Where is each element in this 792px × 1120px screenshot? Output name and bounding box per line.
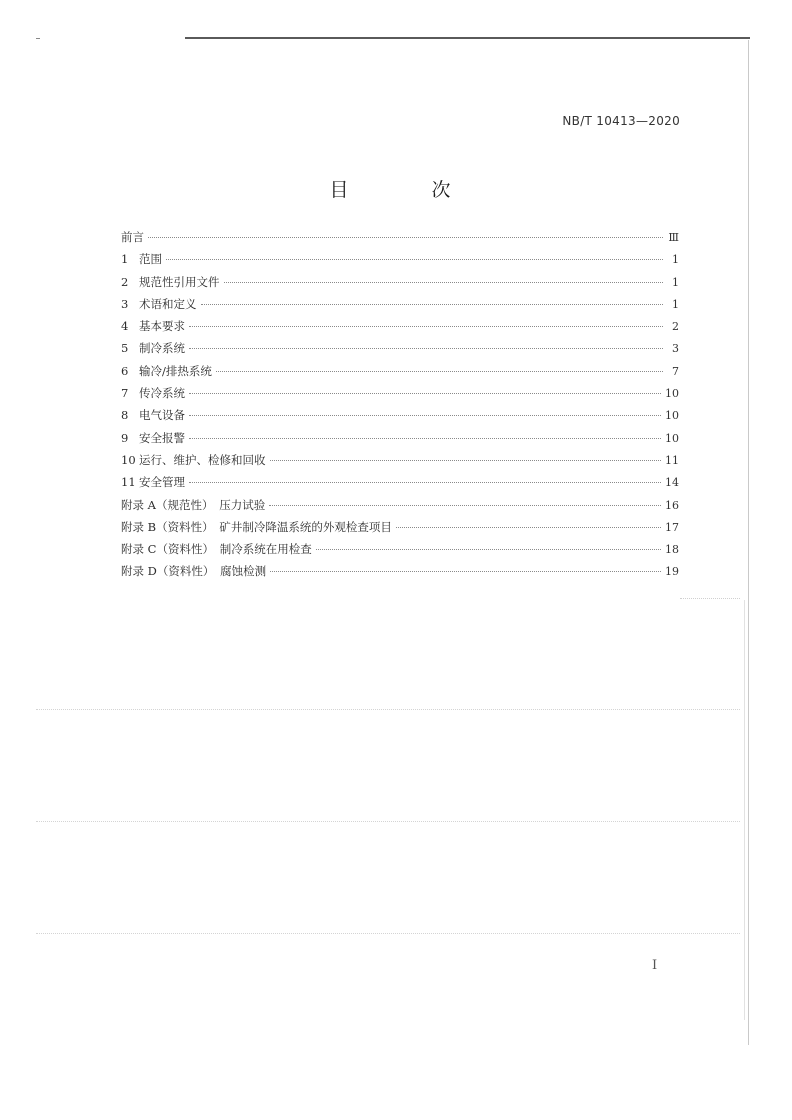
toc-entry-label (121, 407, 185, 423)
toc-leader-dots (201, 304, 664, 305)
toc-entry[interactable] (121, 497, 679, 519)
toc-leader-dots (216, 371, 663, 372)
toc-leader-dots (189, 415, 661, 416)
toc-entry-label (121, 340, 185, 356)
toc-entry-page: 17 (665, 520, 679, 534)
toc-entry-label (121, 474, 185, 490)
toc-entry[interactable] (121, 541, 679, 563)
toc-entry-page: 7 (672, 364, 679, 378)
page-title: 目 次 (329, 179, 483, 201)
toc-entry-page: 18 (665, 543, 679, 557)
toc-entry-number: 10 (121, 452, 136, 467)
toc-entry[interactable] (121, 318, 679, 340)
toc-leader-dots (189, 438, 661, 439)
toc-entry-label (121, 430, 185, 446)
toc-leader-dots (270, 571, 661, 572)
toc-entry-title: 制冷系统 (139, 341, 185, 356)
toc-leader-dots (316, 549, 661, 550)
toc-entry-title: 传冷系统 (139, 386, 185, 401)
toc-entry[interactable] (121, 296, 679, 318)
toc-entry-number: 9 (121, 430, 129, 445)
toc-leader-dots (189, 326, 663, 327)
toc-entry-page: 16 (665, 498, 679, 512)
toc-entry-title: 安全管理 (139, 475, 185, 490)
toc-leader-dots (224, 282, 664, 283)
toc-leader-dots (189, 482, 661, 483)
toc-entry[interactable] (121, 519, 679, 541)
toc-entry-page: 1 (672, 297, 679, 311)
toc-entry-title: 附录 D（资料性） 腐蚀检测 (121, 564, 267, 579)
toc-entry-label (121, 519, 392, 535)
toc-entry-page: 14 (665, 476, 679, 490)
page-top-rule (185, 37, 750, 39)
toc-entry-title: 术语和定义 (139, 296, 197, 311)
toc-entry-page: 11 (665, 453, 679, 467)
scan-artifact-line (36, 709, 740, 710)
toc-entry-page: 2 (672, 320, 679, 334)
toc-entry-number: 7 (121, 386, 129, 401)
toc-entry[interactable] (121, 430, 679, 452)
toc-entry-page: 10 (665, 431, 679, 445)
standard-code: NB/T 10413—2020 (562, 114, 680, 128)
toc-entry-title: 电气设备 (139, 408, 185, 423)
toc-entry-title: 前言 (121, 230, 144, 244)
toc-entry-title: 基本要求 (139, 319, 185, 334)
toc-leader-dots (269, 505, 661, 506)
toc-entry-title: 附录 A（规范性） 压力试验 (121, 497, 266, 512)
toc-leader-dots (189, 348, 663, 349)
toc-entry-label (121, 274, 220, 290)
toc-entry-label (121, 563, 266, 579)
toc-entry-page: 10 (665, 387, 679, 401)
toc-entry-title: 附录 B（资料性） 矿井制冷降温系统的外观检查项目 (121, 519, 392, 534)
toc-entry-label (121, 229, 144, 245)
toc-entry-label (121, 497, 265, 513)
scan-artifact-line (36, 933, 740, 934)
toc-entry-number: 4 (121, 319, 129, 334)
toc-leader-dots (166, 259, 663, 260)
toc-entry-title: 运行、维护、检修和回收 (139, 452, 266, 467)
toc-entry-label (121, 251, 162, 267)
toc-entry[interactable] (121, 363, 679, 385)
toc-entry-title: 输冷/排热系统 (139, 363, 212, 378)
toc-entry-number: 1 (121, 252, 129, 267)
toc-entry-label (121, 385, 185, 401)
toc-entry[interactable] (121, 563, 679, 585)
toc-entry-title: 安全报警 (139, 430, 185, 445)
toc-leader-dots (189, 393, 661, 394)
toc-entry[interactable] (121, 229, 679, 251)
toc-entry-title: 附录 C（资料性） 制冷系统在用检查 (121, 542, 312, 557)
toc-entry[interactable] (121, 251, 679, 273)
toc-entry[interactable] (121, 452, 679, 474)
scan-artifact-line (680, 598, 740, 599)
toc-entry-label (121, 363, 212, 379)
toc-entry-page: Ⅲ (668, 231, 679, 244)
toc-entry-number: 2 (121, 274, 129, 289)
toc-entry-page: 19 (665, 565, 679, 579)
toc-entry-label (121, 318, 185, 334)
toc-entry-label (121, 296, 197, 312)
scan-edge-line-faint (744, 600, 745, 1020)
table-of-contents (121, 229, 679, 586)
toc-leader-dots (396, 527, 661, 528)
toc-entry[interactable] (121, 474, 679, 496)
scan-mark (36, 38, 40, 39)
toc-entry[interactable] (121, 385, 679, 407)
page-number: I (652, 958, 658, 973)
toc-entry-number: 5 (121, 341, 129, 356)
toc-entry-number: 3 (121, 296, 129, 311)
toc-entry-label (121, 452, 266, 468)
toc-entry[interactable] (121, 340, 679, 362)
toc-entry[interactable] (121, 407, 679, 429)
toc-entry-title: 范围 (139, 252, 162, 267)
toc-entry-label (121, 541, 312, 557)
toc-leader-dots (148, 237, 663, 238)
toc-entry-title: 规范性引用文件 (139, 274, 220, 289)
toc-entry-page: 1 (672, 275, 679, 289)
scan-artifact-line (36, 821, 740, 822)
toc-entry-number: 11 (121, 475, 136, 490)
toc-entry-page: 1 (672, 253, 679, 267)
toc-entry-page: 10 (665, 409, 679, 423)
toc-entry[interactable] (121, 274, 679, 296)
toc-entry-page: 3 (672, 342, 679, 356)
toc-leader-dots (270, 460, 662, 461)
toc-entry-number: 8 (121, 408, 129, 423)
toc-entry-number: 6 (121, 363, 129, 378)
